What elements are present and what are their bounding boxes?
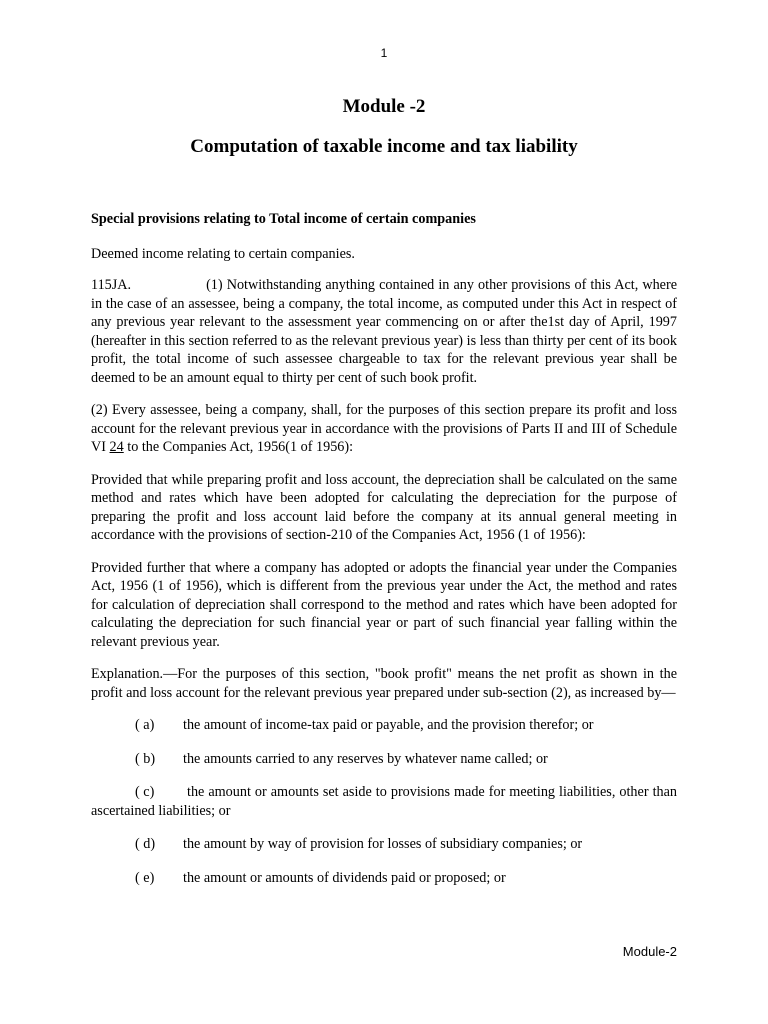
paragraph-text: (1) Notwithstanding anything contained in any other provisions of this Act, where in the case of an assessee, being a company, the total income, as computed under this Act in respect of any previous year relevant to the assessment year commencing on or after the1st day of April, 1997 (hereafter in this section referred to as the relevant previous year) is less than thirty per cent of its book profit, the total income of such assessee chargeable to tax for the relevant previous year shall be deemed to be an amount equal to thirty per cent of such book profit.	[91, 277, 677, 386]
list-item-label: ( e)	[135, 869, 155, 886]
paragraph-115ja-2	[91, 401, 677, 457]
list-item-text: the amounts carried to any reserves by whatever name called; or	[183, 750, 548, 767]
footer-label: Module-2	[622, 944, 677, 959]
page-number: 1	[380, 46, 388, 60]
list-item-text: the amount or amounts set aside to provisions made for meeting liabilities, other than ascertained liabilities; or	[91, 784, 677, 819]
list-item-label: ( c)	[135, 784, 155, 800]
list-item	[91, 716, 677, 735]
module-heading: Module -2	[342, 96, 426, 117]
list-item-label: ( d)	[135, 836, 156, 852]
list-item-label: ( b)	[135, 750, 156, 767]
list-item	[91, 783, 677, 820]
section-number: 115JA.	[91, 277, 132, 293]
list-item	[91, 750, 677, 769]
list-item	[91, 869, 677, 888]
further-proviso-paragraph: Provided further that where a company has adopted or adopts the financial year under the Companies Act, 1956 (1 of 1956), which is different from the previous year under the Act, the method and rates for calculation of depreciation shall correspond to the method and rates which have been adopted for calculating the depreciation for such financial year or part of such financial year falling within the relevant previous year.	[91, 559, 677, 650]
document-body	[91, 210, 677, 902]
list-item-text: the amount by way of provision for losses of subsidiary companies; or	[183, 836, 583, 852]
module-subtitle: Computation of taxable income and tax liability	[190, 136, 578, 157]
footnote-reference: 24	[109, 439, 124, 455]
proviso-paragraph: Provided that while preparing profit and loss account, the depreciation shall be calculated on the same method and rates which have been adopted for calculating the depreciation for the purpose of preparing the profit and loss account laid before the company at its annual general meeting in accordance with the provisions of section-210 of the Companies Act, 1956 (1 of 1956):	[91, 471, 677, 543]
list-item-text: the amount or amounts of dividends paid or proposed; or	[183, 869, 506, 886]
paragraph-115ja-1	[91, 276, 677, 387]
list-item-text: the amount of income-tax paid or payable, and the provision therefor; or	[183, 717, 594, 733]
explanation-paragraph: Explanation.—For the purposes of this section, "book profit" means the net profit as shown in the profit and loss account for the relevant previous year prepared under sub-section (2), as increased by—	[91, 666, 677, 701]
section-heading: Special provisions relating to Total income of certain companies	[91, 211, 476, 227]
list-item	[91, 835, 677, 854]
deemed-income-line: Deemed income relating to certain companies.	[91, 245, 355, 262]
paragraph-text: to the Companies Act, 1956(1 of 1956):	[123, 439, 354, 455]
paragraph-text: (2) Every assessee, being a company, shall, for the purposes of this section prepare its profit and loss account for the relevant previous year in accordance with the provisions of Parts II and III of Schedule VI	[91, 402, 677, 455]
list-item-label: ( a)	[135, 717, 155, 733]
